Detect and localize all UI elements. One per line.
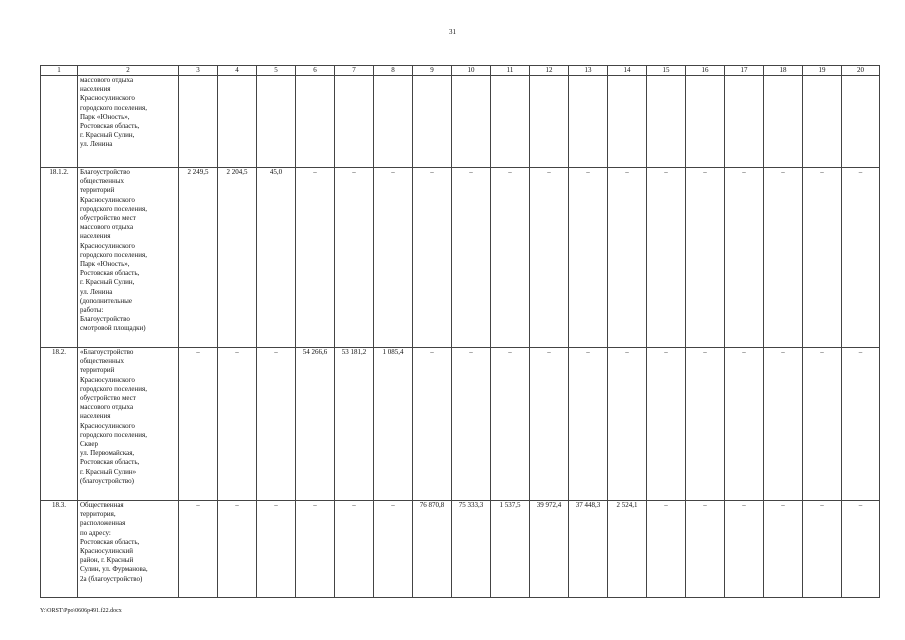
column-header: 19 bbox=[803, 66, 842, 76]
cell-value bbox=[413, 76, 452, 168]
cell-value: – bbox=[725, 168, 764, 348]
cell-value: 2 524,1 bbox=[608, 501, 647, 598]
column-header: 8 bbox=[374, 66, 413, 76]
cell-value: – bbox=[335, 501, 374, 598]
cell-value: 2 204,5 bbox=[218, 168, 257, 348]
cell-value bbox=[179, 76, 218, 168]
cell-value: – bbox=[374, 501, 413, 598]
cell-value bbox=[803, 76, 842, 168]
cell-value: – bbox=[647, 348, 686, 501]
header-row bbox=[41, 66, 880, 76]
cell-value: – bbox=[179, 501, 218, 598]
cell-value: – bbox=[803, 501, 842, 598]
column-header: 15 bbox=[647, 66, 686, 76]
column-header: 14 bbox=[608, 66, 647, 76]
column-header: 11 bbox=[491, 66, 530, 76]
cell-value: – bbox=[530, 168, 569, 348]
column-header: 9 bbox=[413, 66, 452, 76]
cell-value: – bbox=[725, 348, 764, 501]
row-number bbox=[41, 76, 78, 168]
cell-value bbox=[686, 76, 725, 168]
row-number: 18.2. bbox=[41, 348, 78, 501]
cell-value: 1 085,4 bbox=[374, 348, 413, 501]
row-number: 18.3. bbox=[41, 501, 78, 598]
cell-value: – bbox=[803, 348, 842, 501]
cell-value: – bbox=[686, 501, 725, 598]
cell-value: 54 266,6 bbox=[296, 348, 335, 501]
cell-value: 75 333,3 bbox=[452, 501, 491, 598]
cell-value: 2 249,5 bbox=[179, 168, 218, 348]
data-table bbox=[40, 65, 880, 598]
cell-value: – bbox=[842, 348, 880, 501]
cell-value: – bbox=[569, 348, 608, 501]
column-header: 20 bbox=[842, 66, 880, 76]
file-path: Y:\ORST\Ppo\0606p491.f22.docx bbox=[40, 608, 122, 614]
cell-value: 76 870,8 bbox=[413, 501, 452, 598]
cell-value: – bbox=[452, 348, 491, 501]
cell-value bbox=[374, 76, 413, 168]
column-header: 12 bbox=[530, 66, 569, 76]
cell-value: – bbox=[374, 168, 413, 348]
cell-value: – bbox=[608, 348, 647, 501]
cell-value: – bbox=[296, 501, 335, 598]
cell-value: – bbox=[257, 348, 296, 501]
cell-value bbox=[842, 76, 880, 168]
cell-value bbox=[218, 76, 257, 168]
cell-value: – bbox=[335, 168, 374, 348]
column-header: 10 bbox=[452, 66, 491, 76]
cell-value bbox=[764, 76, 803, 168]
cell-value: – bbox=[491, 348, 530, 501]
cell-value: – bbox=[764, 168, 803, 348]
column-header: 1 bbox=[41, 66, 78, 76]
column-header: 2 bbox=[78, 66, 179, 76]
cell-value bbox=[725, 76, 764, 168]
column-header: 16 bbox=[686, 66, 725, 76]
cell-value: 37 448,3 bbox=[569, 501, 608, 598]
table-row bbox=[41, 168, 880, 348]
cell-value: – bbox=[764, 501, 803, 598]
cell-value: – bbox=[686, 168, 725, 348]
column-header: 13 bbox=[569, 66, 608, 76]
cell-value: – bbox=[491, 168, 530, 348]
cell-value: – bbox=[842, 501, 880, 598]
cell-value bbox=[452, 76, 491, 168]
cell-value: – bbox=[530, 348, 569, 501]
column-header: 6 bbox=[296, 66, 335, 76]
row-number: 18.1.2. bbox=[41, 168, 78, 348]
row-description: Благоустройство общественных территорий Красносулинского городского поселения, обустройство мест массового отдыха населения Красносулинского городского поселения, Парк «Юность», Ростовская область, г. Красный Сулин, ул. Ленина (дополнительные работы: Благоустройство смотровой площадки) bbox=[78, 168, 179, 348]
cell-value bbox=[257, 76, 296, 168]
cell-value: – bbox=[803, 168, 842, 348]
cell-value bbox=[569, 76, 608, 168]
row-description: массового отдыха населения Красносулинского городского поселения, Парк «Юность», Ростовская область, г. Красный Сулин, ул. Ленина bbox=[78, 76, 179, 168]
table-row bbox=[41, 76, 880, 168]
cell-value: – bbox=[647, 501, 686, 598]
column-header: 17 bbox=[725, 66, 764, 76]
cell-value: – bbox=[257, 501, 296, 598]
cell-value bbox=[608, 76, 647, 168]
cell-value bbox=[491, 76, 530, 168]
cell-value: – bbox=[413, 168, 452, 348]
cell-value: – bbox=[296, 168, 335, 348]
table-row bbox=[41, 501, 880, 598]
cell-value: – bbox=[179, 348, 218, 501]
cell-value: – bbox=[842, 168, 880, 348]
cell-value: – bbox=[452, 168, 491, 348]
cell-value: – bbox=[608, 168, 647, 348]
cell-value bbox=[647, 76, 686, 168]
cell-value: – bbox=[647, 168, 686, 348]
column-header: 7 bbox=[335, 66, 374, 76]
cell-value: 53 181,2 bbox=[335, 348, 374, 501]
table-row bbox=[41, 348, 880, 501]
row-description: «Благоустройство общественных территорий Красносулинского городского поселения, обустройство мест массового отдыха населения Красносулинского городского поселения, Сквер ул. Первомайская, Ростовская область, г. Красный Сулин» (благоустройство) bbox=[78, 348, 179, 501]
cell-value: 45,0 bbox=[257, 168, 296, 348]
cell-value: 39 972,4 bbox=[530, 501, 569, 598]
cell-value bbox=[296, 76, 335, 168]
row-description: Общественная территория, расположенная по адресу: Ростовская область, Красносулинский район, г. Красный Сулин, ул. Фурманова, 2а (благоустройство) bbox=[78, 501, 179, 598]
column-header: 5 bbox=[257, 66, 296, 76]
cell-value: – bbox=[686, 348, 725, 501]
cell-value bbox=[335, 76, 374, 168]
cell-value: – bbox=[764, 348, 803, 501]
cell-value: – bbox=[725, 501, 764, 598]
cell-value: – bbox=[569, 168, 608, 348]
cell-value: – bbox=[413, 348, 452, 501]
column-header: 3 bbox=[179, 66, 218, 76]
column-header: 18 bbox=[764, 66, 803, 76]
cell-value bbox=[530, 76, 569, 168]
column-header: 4 bbox=[218, 66, 257, 76]
cell-value: – bbox=[218, 348, 257, 501]
page-number: 31 bbox=[449, 28, 456, 36]
cell-value: – bbox=[218, 501, 257, 598]
cell-value: 1 537,5 bbox=[491, 501, 530, 598]
